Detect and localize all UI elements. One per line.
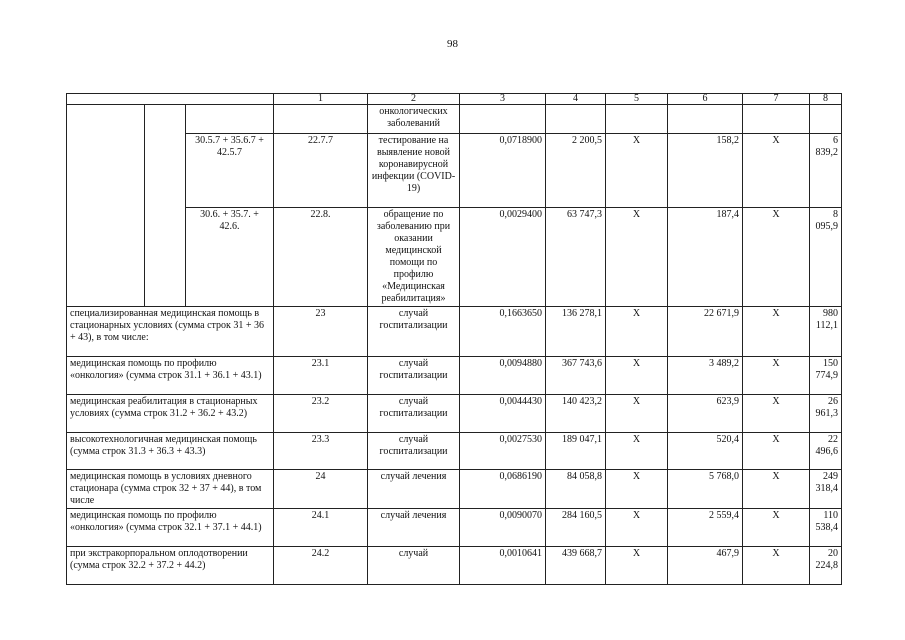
value-cell: 3 489,2: [668, 357, 743, 395]
unit-cell: тестирование на выявление новой коронавирусной инфекции (COVID-19): [368, 134, 460, 208]
value-cell: 20 224,8: [810, 547, 842, 585]
value-cell: [606, 105, 668, 134]
blank-cell: [186, 105, 274, 134]
column-number-row: [67, 94, 842, 105]
table-row: [67, 395, 842, 433]
value-cell: 158,2: [668, 134, 743, 208]
value-cell: 0,0044430: [460, 395, 546, 433]
value-cell: 0,0010641: [460, 547, 546, 585]
value-cell: 623,9: [668, 395, 743, 433]
unit-cell: случай госпитализации: [368, 433, 460, 470]
value-cell: 84 058,8: [546, 470, 606, 509]
value-cell: 6 839,2: [810, 134, 842, 208]
indicator-name-cell: медицинская реабилитация в стационарных условиях (сумма строк 31.2 + 36.2 + 43.2): [67, 395, 274, 433]
value-cell: X: [743, 208, 810, 307]
value-cell: 187,4: [668, 208, 743, 307]
value-cell: 980 112,1: [810, 307, 842, 357]
value-cell: X: [606, 134, 668, 208]
row-number-cell: [274, 105, 368, 134]
value-cell: [668, 105, 743, 134]
value-cell: X: [606, 433, 668, 470]
value-cell: X: [606, 547, 668, 585]
header-cell-3: 3: [460, 94, 546, 105]
value-cell: 0,0027530: [460, 433, 546, 470]
value-cell: X: [743, 307, 810, 357]
value-cell: 26 961,3: [810, 395, 842, 433]
value-cell: 2 200,5: [546, 134, 606, 208]
data-table: [66, 93, 842, 585]
value-cell: 8 095,9: [810, 208, 842, 307]
header-cell-4: 4: [546, 94, 606, 105]
row-number-cell: 24: [274, 470, 368, 509]
value-cell: [810, 105, 842, 134]
unit-cell: случай: [368, 547, 460, 585]
value-cell: X: [606, 470, 668, 509]
row-number-cell: 22.8.: [274, 208, 368, 307]
table-row: [67, 547, 842, 585]
row-number-cell: 23: [274, 307, 368, 357]
table-row: [67, 509, 842, 547]
value-cell: [460, 105, 546, 134]
unit-cell: случай госпитализации: [368, 357, 460, 395]
row-number-cell: 24.2: [274, 547, 368, 585]
value-cell: [546, 105, 606, 134]
value-cell: 22 496,6: [810, 433, 842, 470]
value-cell: X: [606, 395, 668, 433]
value-cell: 249 318,4: [810, 470, 842, 509]
value-cell: 63 747,3: [546, 208, 606, 307]
value-cell: 0,1663650: [460, 307, 546, 357]
table-row: [67, 307, 842, 357]
table-row: [67, 433, 842, 470]
value-cell: X: [743, 509, 810, 547]
blank-cell: [145, 105, 186, 307]
value-cell: 0,0094880: [460, 357, 546, 395]
value-cell: 0,0029400: [460, 208, 546, 307]
value-cell: 284 160,5: [546, 509, 606, 547]
value-cell: 367 743,6: [546, 357, 606, 395]
row-number-cell: 23.1: [274, 357, 368, 395]
value-cell: X: [743, 357, 810, 395]
value-cell: X: [606, 307, 668, 357]
source-rows-cell: 30.6. + 35.7. + 42.6.: [186, 208, 274, 307]
value-cell: 0,0718900: [460, 134, 546, 208]
indicator-name-cell: медицинская помощь в условиях дневного стационара (сумма строк 32 + 37 + 44), в том числе: [67, 470, 274, 509]
value-cell: 150 774,9: [810, 357, 842, 395]
value-cell: 2 559,4: [668, 509, 743, 547]
indicator-name-cell: медицинская помощь по профилю «онкология» (сумма строк 31.1 + 36.1 + 43.1): [67, 357, 274, 395]
value-cell: 110 538,4: [810, 509, 842, 547]
table-row: [67, 357, 842, 395]
header-blank-cell: [67, 94, 274, 105]
value-cell: [743, 105, 810, 134]
unit-cell: онкологических заболеваний: [368, 105, 460, 134]
value-cell: X: [606, 208, 668, 307]
unit-cell: случай госпитализации: [368, 307, 460, 357]
value-cell: 5 768,0: [668, 470, 743, 509]
header-cell-8: 8: [810, 94, 842, 105]
header-cell-2: 2: [368, 94, 460, 105]
value-cell: 22 671,9: [668, 307, 743, 357]
value-cell: X: [743, 470, 810, 509]
unit-cell: случай госпитализации: [368, 395, 460, 433]
value-cell: 189 047,1: [546, 433, 606, 470]
indicator-name-cell: медицинская помощь по профилю «онкология» (сумма строк 32.1 + 37.1 + 44.1): [67, 509, 274, 547]
header-cell-1: 1: [274, 94, 368, 105]
value-cell: 0,0090070: [460, 509, 546, 547]
value-cell: X: [743, 395, 810, 433]
header-cell-5: 5: [606, 94, 668, 105]
unit-cell: обращение по заболеванию при оказании медицинской помощи по профилю «Медицинская реабилитация»: [368, 208, 460, 307]
value-cell: X: [606, 357, 668, 395]
indicator-name-cell: специализированная медицинская помощь в стационарных условиях (сумма строк 31 + 36 + 43), в том числе:: [67, 307, 274, 357]
page-number: 98: [447, 38, 458, 50]
value-cell: X: [606, 509, 668, 547]
indicator-name-cell: высокотехнологичная медицинская помощь (сумма строк 31.3 + 36.3 + 43.3): [67, 433, 274, 470]
indicator-name-cell: при экстракорпоральном оплодотворении (сумма строк 32.2 + 37.2 + 44.2): [67, 547, 274, 585]
value-cell: 140 423,2: [546, 395, 606, 433]
value-cell: 439 668,7: [546, 547, 606, 585]
value-cell: X: [743, 433, 810, 470]
source-rows-cell: 30.5.7 + 35.6.7 + 42.5.7: [186, 134, 274, 208]
table-row: [67, 105, 842, 134]
blank-cell: [67, 105, 145, 307]
value-cell: 136 278,1: [546, 307, 606, 357]
value-cell: 0,0686190: [460, 470, 546, 509]
header-cell-7: 7: [743, 94, 810, 105]
row-number-cell: 23.2: [274, 395, 368, 433]
row-number-cell: 22.7.7: [274, 134, 368, 208]
value-cell: X: [743, 547, 810, 585]
header-cell-6: 6: [668, 94, 743, 105]
row-number-cell: 24.1: [274, 509, 368, 547]
value-cell: 520,4: [668, 433, 743, 470]
row-number-cell: 23.3: [274, 433, 368, 470]
value-cell: 467,9: [668, 547, 743, 585]
value-cell: X: [743, 134, 810, 208]
unit-cell: случай лечения: [368, 470, 460, 509]
unit-cell: случай лечения: [368, 509, 460, 547]
table-row: [67, 470, 842, 509]
